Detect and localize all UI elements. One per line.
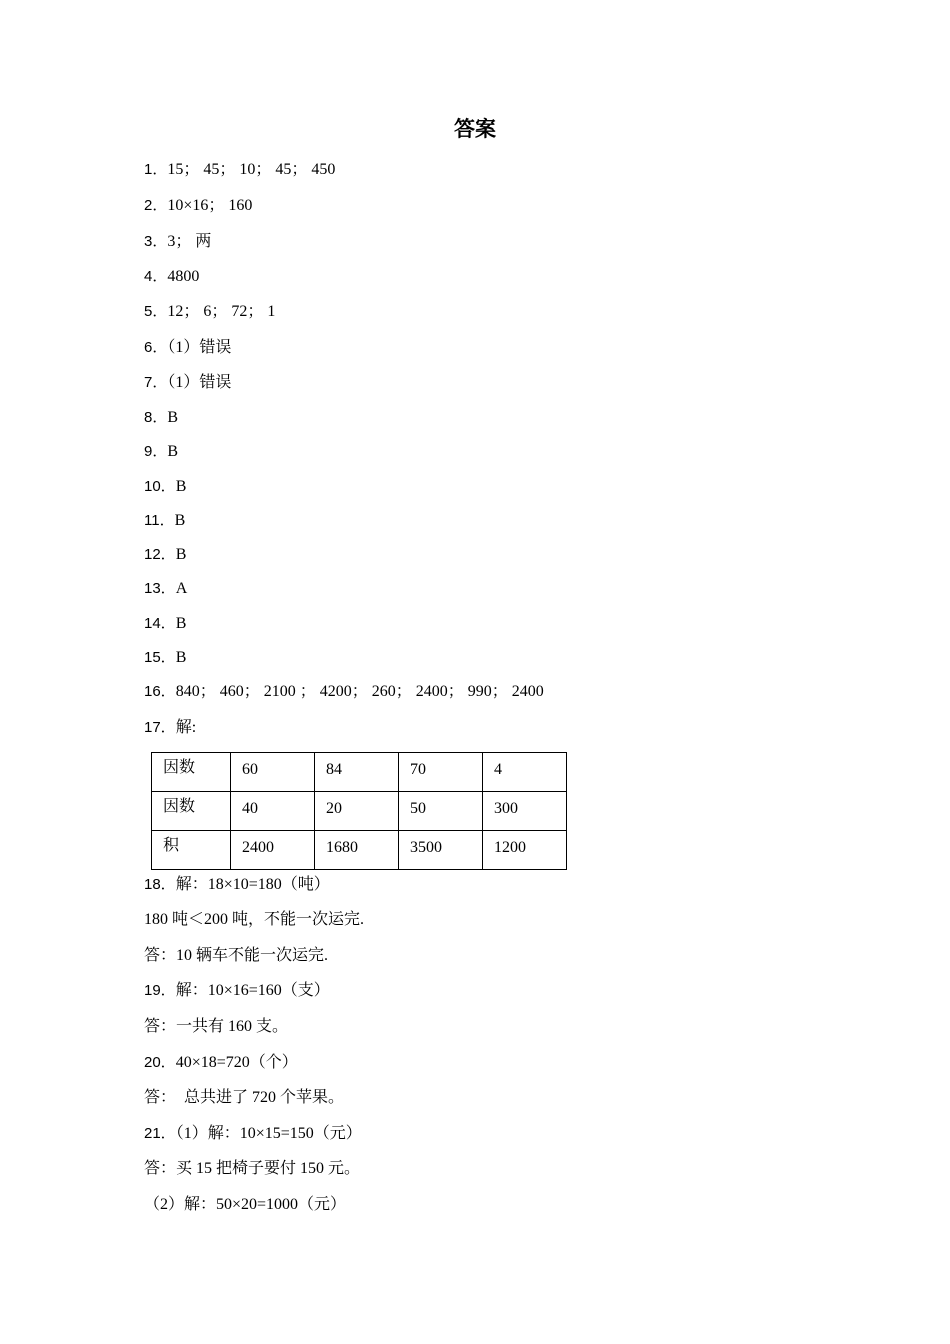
answer-line-5: [144, 301, 275, 323]
answer-text: 答：一共有 160 支。: [144, 1018, 289, 1035]
answer-number: 11．: [144, 512, 175, 529]
table-cell: 4: [483, 753, 567, 792]
answer-number: 13．: [144, 580, 176, 597]
answer-number: 6．: [144, 339, 168, 356]
answer-text: （2）解：50×20=1000（元）: [144, 1196, 347, 1213]
answer-number: 14．: [144, 615, 176, 632]
answer-text: 840； 460； 2100 ； 4200； 260； 2400； 990； 2400: [175, 683, 544, 700]
table-cell: 3500: [399, 831, 483, 870]
answer-line-12: [144, 544, 186, 566]
answer-number: 21．: [144, 1125, 176, 1142]
answer-line-18-compare: [144, 909, 364, 931]
table-cell: 70: [399, 753, 483, 792]
table-cell: 84: [315, 753, 399, 792]
answer-line-16: [144, 681, 544, 703]
answer-text: 15； 45； 10； 45； 450: [167, 161, 336, 178]
answer-line-11: [144, 510, 185, 532]
table-row: [152, 831, 567, 870]
answer-number: 1．: [144, 161, 168, 178]
answer-text: 解:: [175, 719, 197, 736]
answer-number: 15．: [144, 649, 176, 666]
answer-text: 10×16； 160: [167, 197, 253, 214]
answer-line-18-reply: [144, 945, 328, 967]
table-cell: 40: [231, 792, 315, 831]
answer-text: 解：18×10=180（吨）: [175, 876, 330, 893]
answer-number: 7．: [144, 374, 168, 391]
answer-number: 17．: [144, 719, 176, 736]
answer-text: B: [175, 546, 187, 563]
answer-text: （1）错误: [167, 374, 232, 391]
answer-text: B: [175, 615, 187, 632]
answer-line-4: [144, 266, 199, 288]
answer-number: 9．: [144, 443, 168, 460]
answer-number: 18．: [144, 876, 176, 893]
table-cell: 20: [315, 792, 399, 831]
answer-number: 19．: [144, 982, 176, 999]
answer-line-8: [144, 407, 178, 429]
table-cell: 2400: [231, 831, 315, 870]
answer-text: （1）解：10×15=150（元）: [175, 1125, 362, 1142]
answer-line-19-reply: [144, 1016, 288, 1038]
page-title: 答案: [454, 117, 496, 141]
table-cell: 50: [399, 792, 483, 831]
answer-text: B: [167, 443, 179, 460]
answer-text: 答：买 15 把椅子要付 150 元。: [144, 1160, 361, 1177]
answer-text: 180 吨＜200 吨，不能一次运完.: [144, 911, 365, 928]
table-row-label: 积: [152, 831, 231, 870]
table-cell: 1200: [483, 831, 567, 870]
answer-text: 3； 两: [167, 233, 212, 250]
answer-number: 3．: [144, 233, 168, 250]
answer-text: B: [175, 478, 187, 495]
answer-text: 解：10×16=160（支）: [175, 982, 330, 999]
answer-line-3: [144, 231, 211, 253]
answer-number: 10．: [144, 478, 176, 495]
factor-product-table: [151, 752, 567, 870]
answer-text: B: [167, 409, 179, 426]
answer-line-14: [144, 613, 186, 635]
answer-text: 答：10 辆车不能一次运完.: [144, 947, 329, 964]
answer-number: 4．: [144, 268, 168, 285]
answer-line-10: [144, 476, 186, 498]
answer-line-17: [144, 717, 196, 739]
answer-line-2: [144, 195, 252, 217]
answer-line-21-reply: [144, 1158, 360, 1180]
answer-line-20-reply: [144, 1087, 344, 1109]
answer-line-13: [144, 578, 187, 600]
answer-number: 16．: [144, 683, 176, 700]
answer-line-18: [144, 874, 330, 896]
answer-line-1: [144, 159, 335, 181]
answer-line-7: [144, 372, 231, 394]
table-row: [152, 792, 567, 831]
answer-number: 5．: [144, 303, 168, 320]
answer-line-15: [144, 647, 186, 669]
answer-number: 8．: [144, 409, 168, 426]
answer-line-19: [144, 980, 330, 1002]
answer-line-6: [144, 337, 231, 359]
table-row: [152, 753, 567, 792]
table-row-label: 因数: [152, 792, 231, 831]
answer-number: 20．: [144, 1054, 176, 1071]
answer-text: A: [175, 580, 188, 597]
table-cell: 1680: [315, 831, 399, 870]
answer-number: 2．: [144, 197, 168, 214]
answer-text: 40×18=720（个）: [175, 1054, 298, 1071]
answer-line-21: [144, 1123, 362, 1145]
answer-text: 12； 6； 72； 1: [167, 303, 276, 320]
answer-line-21-part2: [144, 1194, 346, 1216]
answer-line-20: [144, 1052, 298, 1074]
table-cell: 60: [231, 753, 315, 792]
answer-text: 答： 总共进了 720 个苹果。: [144, 1089, 345, 1106]
answer-text: B: [175, 649, 187, 666]
table-cell: 300: [483, 792, 567, 831]
table-row-label: 因数: [152, 753, 231, 792]
answer-text: 4800: [167, 268, 200, 285]
answer-line-9: [144, 441, 178, 463]
answer-number: 12．: [144, 546, 176, 563]
answer-text: （1）错误: [167, 339, 232, 356]
answer-text: B: [174, 512, 186, 529]
